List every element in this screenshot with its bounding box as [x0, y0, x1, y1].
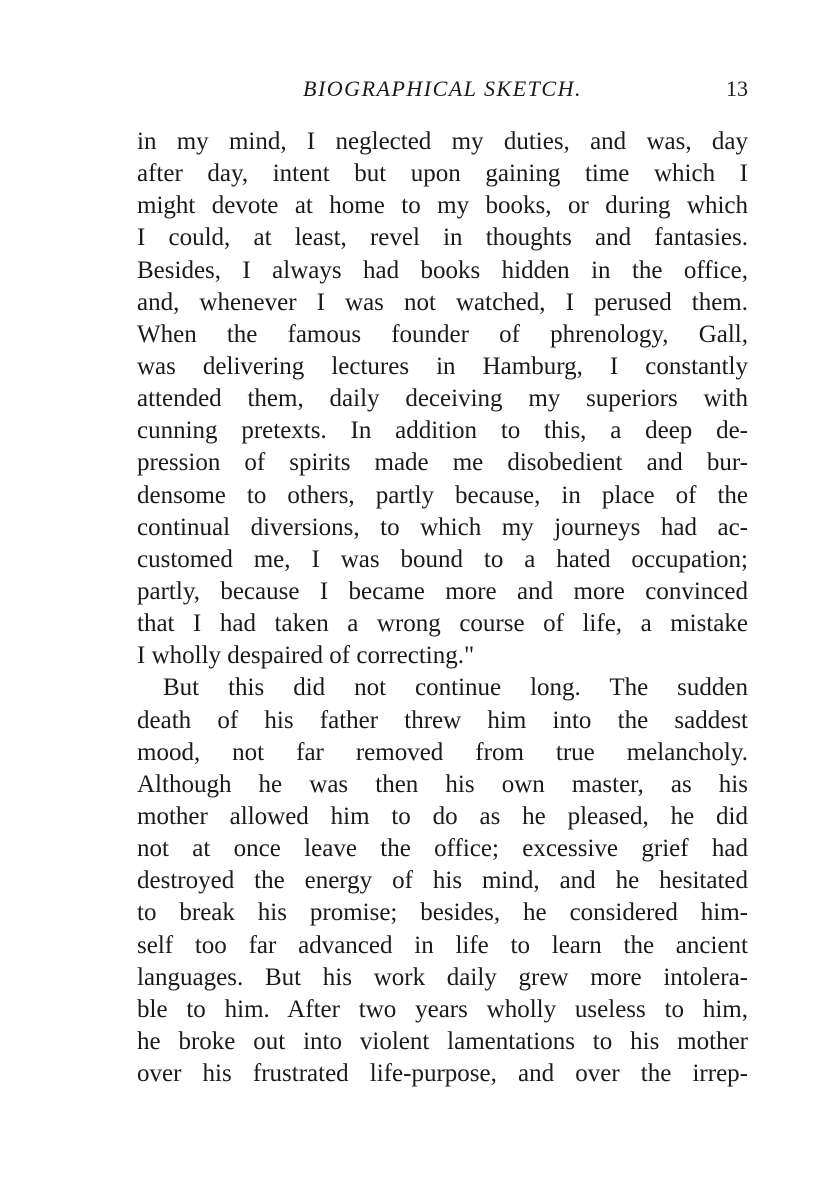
text-line: mood, not far removed from true melancholy. — [137, 738, 748, 766]
text-line: customed me, I was bound to a hated occupation; — [137, 545, 748, 573]
running-title: BIOGRAPHICAL SKETCH. — [303, 76, 582, 101]
text-line: attended them, daily deceiving my superiors with — [137, 385, 748, 413]
text-line: after day, intent but upon gaining time which I — [137, 160, 748, 188]
text-line: When the famous founder of phrenology, Gall, — [137, 320, 748, 348]
text-line: to break his promise; besides, he considered him- — [137, 899, 748, 927]
text-line: and, whenever I was not watched, I perused them. — [137, 288, 748, 316]
text-line: in my mind, I neglected my duties, and was, day — [137, 128, 748, 155]
text-line: continual diversions, to which my journeys had ac- — [137, 513, 748, 541]
running-head — [137, 72, 748, 106]
text-line: over his frustrated life-purpose, and over the irrep- — [137, 1060, 748, 1088]
text-line: death of his father threw him into the saddest — [137, 706, 748, 734]
text-line: not at once leave the office; excessive grief had — [137, 835, 748, 863]
paragraph-first-line: But this did not continue long. The sudden — [163, 674, 748, 702]
text-line: partly, because I became more and more convinced — [137, 577, 748, 605]
text-line: was delivering lectures in Hamburg, I constantly — [137, 352, 748, 380]
text-line: Although he was then his own master, as his — [137, 770, 748, 798]
text-line: languages. But his work daily grew more intolera- — [137, 963, 748, 991]
text-line: densome to others, partly because, in place of the — [137, 481, 748, 509]
text-line: destroyed the energy of his mind, and he hesitated — [137, 867, 748, 895]
text-line: Besides, I always had books hidden in the office, — [137, 256, 748, 284]
body-text — [137, 126, 748, 1090]
text-line: ble to him. After two years wholly useless to him, — [137, 995, 748, 1023]
text-line: I wholly despaired of correcting." — [137, 642, 475, 670]
text-line: self too far advanced in life to learn the ancient — [137, 931, 748, 959]
text-line: pression of spirits made me disobedient and bur- — [137, 449, 748, 477]
text-line: cunning pretexts. In addition to this, a deep de- — [137, 417, 748, 445]
text-line: I could, at least, revel in thoughts and fantasies. — [137, 224, 748, 252]
text-line: he broke out into violent lamentations to his mother — [137, 1027, 748, 1055]
text-line: might devote at home to my books, or during which — [137, 192, 748, 220]
page-number: 13 — [726, 76, 748, 101]
text-line: mother allowed him to do as he pleased, he did — [137, 802, 748, 830]
text-line: that I had taken a wrong course of life, a mistake — [137, 610, 748, 638]
